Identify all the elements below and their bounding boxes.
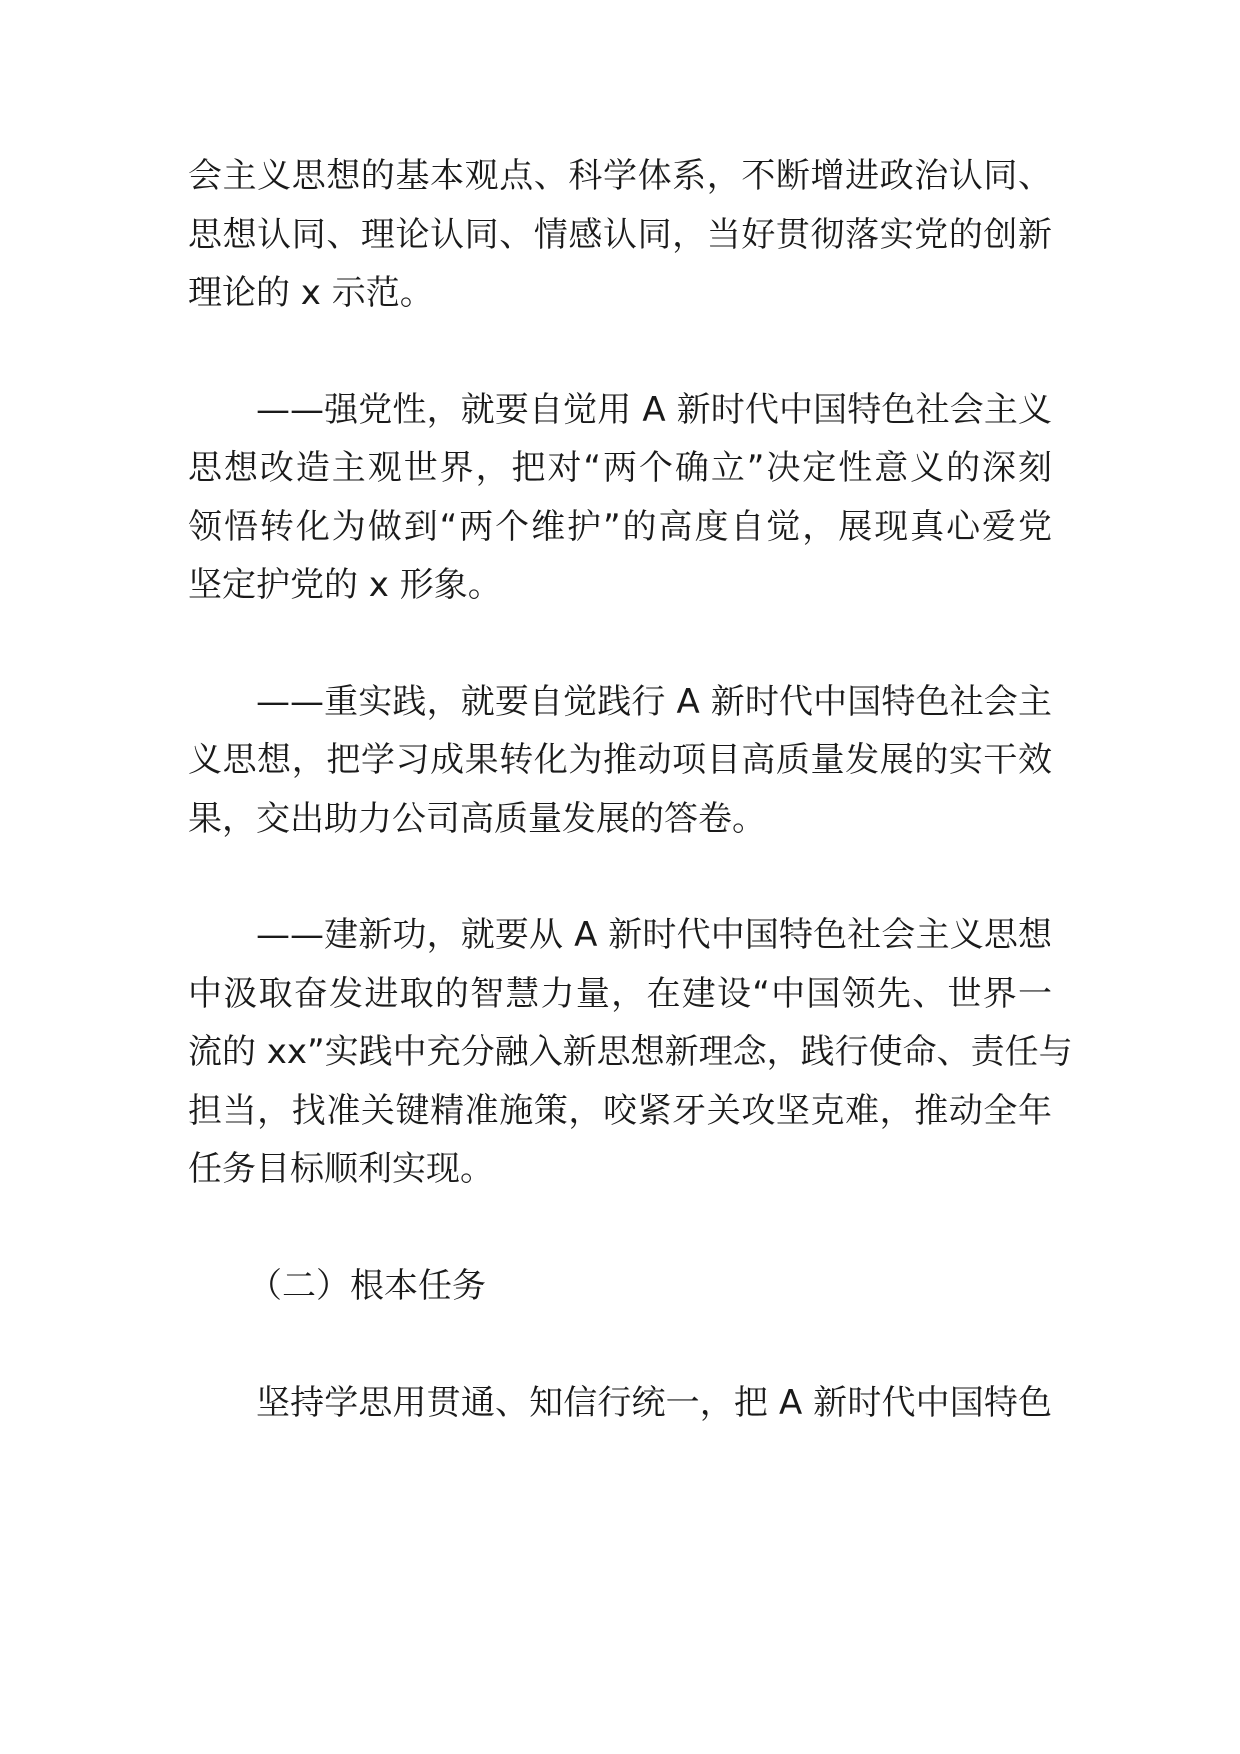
paragraph-5-line-1: 坚持学思用贯通、知信行统一，把 A 新时代中国特色 — [256, 1383, 1052, 1423]
section-heading: （二）根本任务 — [248, 1266, 486, 1306]
paragraph-4-line-2: 中汲取奋发进取的智慧力量，在建设“中国领先、世界一 — [188, 974, 1052, 1014]
paragraph-1-line-1: 会主义思想的基本观点、科学体系，不断增进政治认同、 — [188, 156, 1052, 196]
paragraph-2-line-2: 思想改造主观世界，把对“两个确立”决定性意义的深刻 — [188, 448, 1052, 488]
paragraph-1-line-2: 思想认同、理论认同、情感认同，当好贯彻落实党的创新 — [188, 215, 1052, 255]
paragraph-3-line-1: ——重实践，就要自觉践行 A 新时代中国特色社会主 — [256, 682, 1052, 722]
paragraph-2-line-4: 坚定护党的 x 形象。 — [188, 565, 502, 605]
paragraph-2-line-3: 领悟转化为做到“两个维护”的高度自觉，展现真心爱党 — [188, 507, 1052, 547]
paragraph-4-line-4: 担当，找准关键精准施策，咬紧牙关攻坚克难，推动全年 — [188, 1091, 1052, 1131]
paragraph-2-line-1: ——强党性，就要自觉用 A 新时代中国特色社会主义 — [256, 390, 1052, 430]
paragraph-3-line-3: 果，交出助力公司高质量发展的答卷。 — [188, 799, 766, 839]
paragraph-4-line-3: 流的 xx”实践中充分融入新思想新理念，践行使命、责任与 — [188, 1032, 1073, 1072]
paragraph-3-line-2: 义思想，把学习成果转化为推动项目高质量发展的实干效 — [188, 740, 1052, 780]
paragraph-4-line-1: ——建新功，就要从 A 新时代中国特色社会主义思想 — [256, 915, 1052, 955]
paragraph-4-line-5: 任务目标顺利实现。 — [188, 1149, 494, 1189]
paragraph-1-line-3: 理论的 x 示范。 — [188, 273, 434, 313]
